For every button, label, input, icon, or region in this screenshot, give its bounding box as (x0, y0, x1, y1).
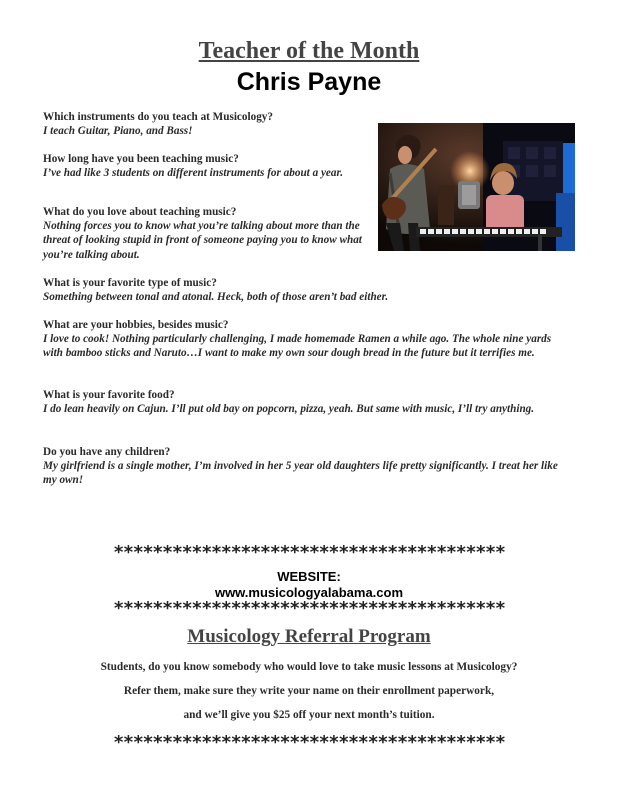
qa-hobbies (43, 318, 573, 361)
divider-stars: **************************************** (113, 542, 505, 563)
answer: I teach Guitar, Piano, and Bass! (43, 125, 193, 138)
question: What is your favorite type of music? (43, 277, 217, 289)
teacher-name: Chris Payne (236, 68, 382, 96)
question: How long have you been teaching music? (43, 153, 239, 165)
divider-stars: **************************************** (113, 732, 505, 753)
question: Do you have any children? (43, 446, 171, 458)
qa-favorite-music (43, 276, 583, 304)
qa-years-teaching (43, 152, 348, 180)
website-label: WEBSITE: (277, 569, 341, 584)
answer: Nothing forces you to know what you’re talking about more than the threat of looking stupid in front of someone paying you to know what you’re talking about. (43, 220, 362, 261)
question: What do you love about teaching music? (43, 206, 237, 218)
answer: I’ve had like 3 students on different instruments for about a year. (43, 167, 344, 180)
qa-favorite-food (43, 388, 543, 416)
answer: My girlfriend is a single mother, I’m involved in her 5 year old daughters life pretty significantly. I treat her like my own! (43, 460, 558, 487)
qa-love-teaching (43, 205, 368, 262)
referral-text: Students, do you know somebody who would love to take music lessons at Musicology? (100, 661, 518, 673)
qa-instruments (43, 110, 373, 138)
referral-text: and we’ll give you $25 off your next month’s tuition. (183, 709, 435, 721)
qa-children (43, 445, 573, 488)
question: What are your hobbies, besides music? (43, 319, 229, 331)
question: Which instruments do you teach at Musicology? (43, 111, 273, 123)
answer: I do lean heavily on Cajun. I’ll put old bay on popcorn, pizza, yeah. But same with music, I’ll try anything. (43, 403, 535, 416)
page-title: Teacher of the Month (198, 38, 420, 64)
question: What is your favorite food? (43, 389, 175, 401)
teacher-photo (378, 123, 575, 251)
answer: I love to cook! Nothing particularly challenging, I made homemade Ramen a while ago. The whole nine yards with bamboo sticks and Naruto…I want to make my own sour dough bread in the future but it terrifies me. (43, 333, 552, 360)
referral-text: Refer them, make sure they write your name on their enrollment paperwork, (123, 685, 495, 697)
answer: Something between tonal and atonal. Heck, both of those aren’t bad either. (43, 291, 389, 304)
divider-stars: **************************************** (113, 598, 505, 619)
referral-title: Musicology Referral Program (187, 626, 431, 647)
website-link[interactable]: www.musicologyalabama.com (214, 585, 404, 600)
